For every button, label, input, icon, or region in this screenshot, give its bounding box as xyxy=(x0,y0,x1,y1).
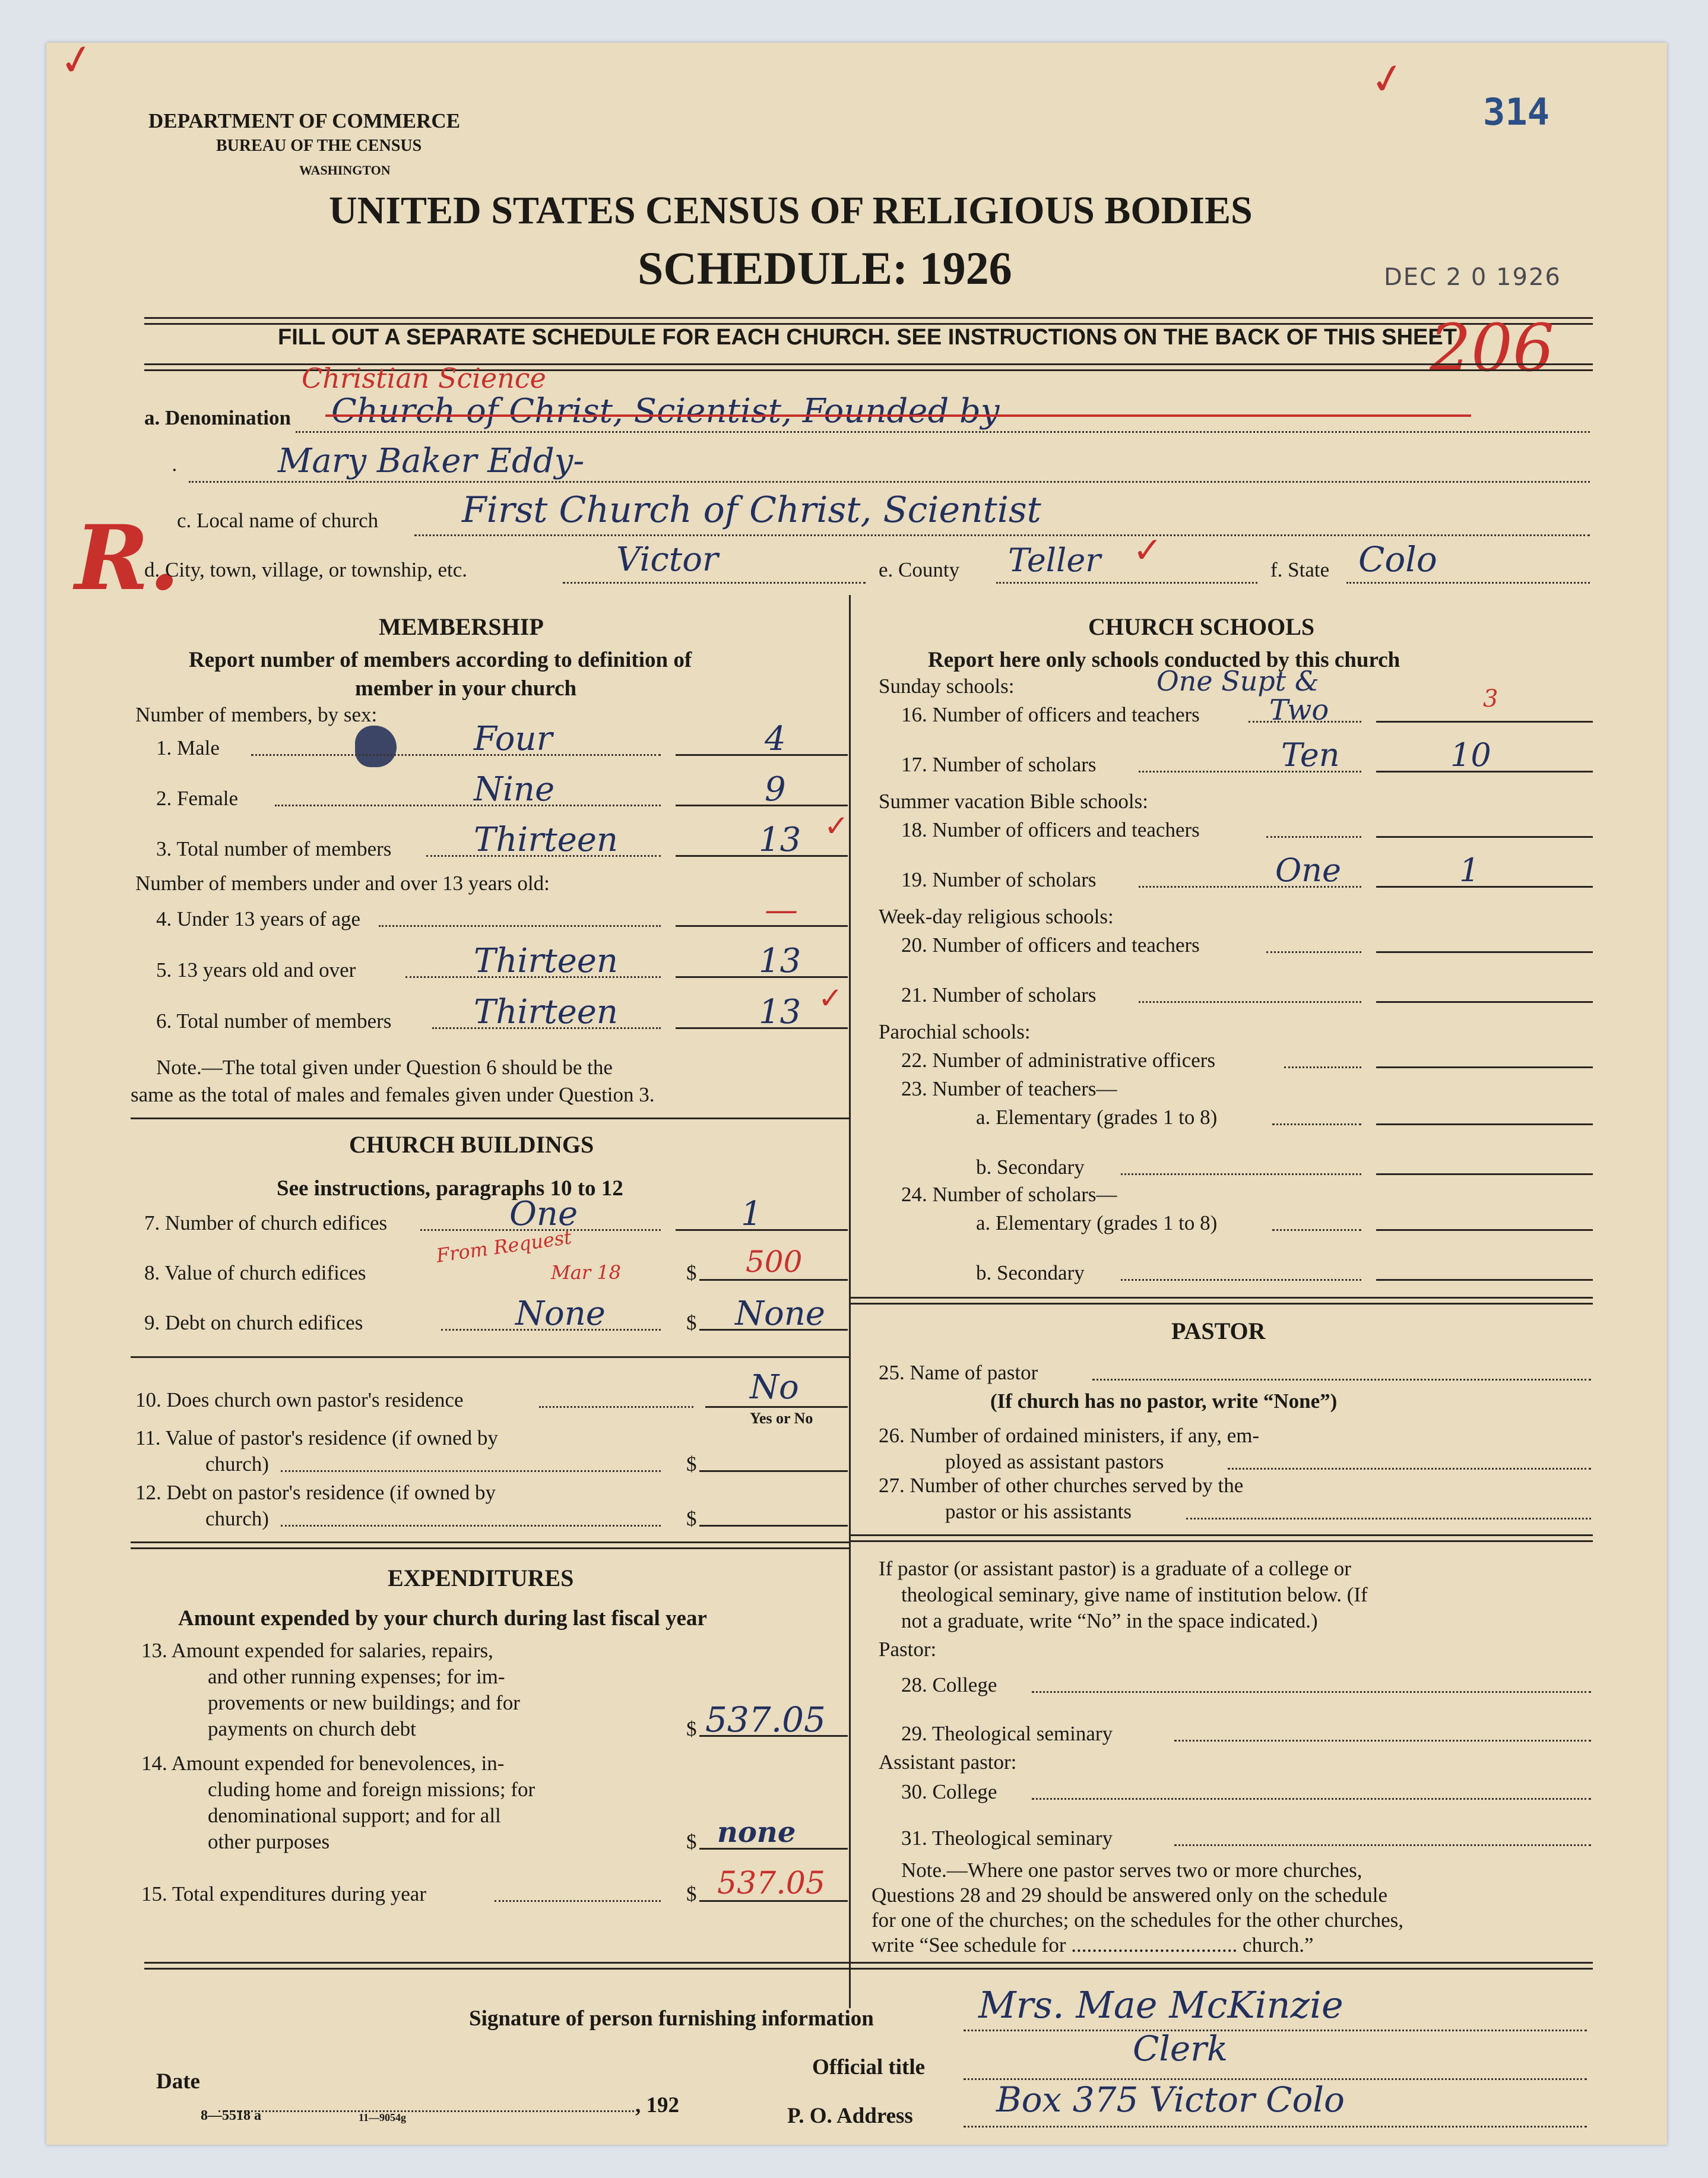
po-address-value: Box 375 Victor Colo xyxy=(996,2079,1345,2120)
grad-line-1: If pastor (or assistant pastor) is a graduate of a college or xyxy=(879,1557,1351,1580)
q26-line1: 26. Number of ordained ministers, if any, em- xyxy=(879,1424,1260,1447)
schools-intro: Report here only schools conducted by this church xyxy=(928,648,1400,672)
official-title-label: Official title xyxy=(812,2055,926,2079)
denomination-line xyxy=(296,431,1590,433)
red-review-mark: R. xyxy=(75,506,180,610)
q24a-label: a. Elementary (grades 1 to 8) xyxy=(976,1211,1218,1234)
local-name-label: c. Local name of church xyxy=(177,509,379,532)
q23a-rule xyxy=(1376,1123,1593,1125)
q28-label: 28. College xyxy=(901,1673,997,1696)
q24b-label: b. Secondary xyxy=(976,1261,1085,1284)
expenditures-subheading: Amount expended by your church during last fiscal year xyxy=(178,1606,707,1631)
q8-note-line2: Mar 18 xyxy=(551,1261,622,1284)
q20-line xyxy=(1266,951,1361,953)
bureau-city: WASHINGTON xyxy=(299,163,391,178)
city-line xyxy=(563,582,866,584)
q12-rule xyxy=(699,1525,848,1527)
denomination-continuation-dot: · xyxy=(171,458,178,482)
q13-value: 537.05 xyxy=(705,1699,826,1740)
state-value: Colo xyxy=(1358,539,1437,580)
form-number: 8—5518 a xyxy=(201,2108,261,2123)
summer-label: Summer vacation Bible schools: xyxy=(879,790,1148,813)
q14-line-1: 14. Amount expended for benevolences, in- xyxy=(141,1752,505,1775)
q18-rule xyxy=(1376,836,1593,838)
schedule-title: SCHEDULE: 1926 xyxy=(638,242,1012,294)
red-batch-number: 206 xyxy=(1430,310,1554,386)
denomination-value-line2: Mary Baker Eddy- xyxy=(278,442,585,480)
member-row-2-written: Nine xyxy=(474,770,555,809)
q16-label: 16. Number of officers and teachers xyxy=(901,703,1200,726)
q24b-line xyxy=(1121,1279,1361,1281)
pastor-note-line-3: for one of the churches; on the schedules for the other churches, xyxy=(872,1908,1404,1932)
member-row-4-label: 4. Under 13 years of age xyxy=(156,907,361,930)
q17-label: 17. Number of scholars xyxy=(901,753,1097,776)
signature-label: Signature of person furnishing information xyxy=(469,2006,874,2031)
q11-currency: $ xyxy=(686,1452,697,1476)
q14-line-4: other purposes xyxy=(208,1830,330,1853)
q24a-line xyxy=(1272,1229,1361,1231)
q14-line-3: denominational support; and for all xyxy=(208,1804,501,1827)
county-label: e. County xyxy=(879,558,960,581)
check-mark-icon: ✓ xyxy=(824,809,849,843)
q7-written: One xyxy=(509,1195,578,1233)
member-row-1-line xyxy=(251,754,661,756)
pastor-mid-double-rule xyxy=(849,1534,1593,1542)
denomination-label: a. Denomination xyxy=(144,406,291,429)
buildings-subheading: See instructions, paragraphs 10 to 12 xyxy=(277,1176,623,1201)
q16-number: 3 xyxy=(1483,685,1498,713)
q13-rule xyxy=(699,1735,848,1737)
member-row-1-label: 1. Male xyxy=(156,736,220,759)
q19-number: 1 xyxy=(1459,851,1480,889)
buildings-bottom-double-rule xyxy=(131,1541,849,1549)
grad-line-2: theological seminary, give name of institution below. (If xyxy=(901,1583,1368,1606)
q13-line-2: and other running expenses; for im- xyxy=(208,1665,505,1688)
pastor-sublabel: Pastor: xyxy=(879,1638,937,1661)
q24a-rule xyxy=(1376,1229,1593,1231)
q23b-line xyxy=(1121,1173,1361,1175)
signature-line xyxy=(964,2030,1587,2031)
q16-written: Two xyxy=(1269,694,1329,727)
q27-line xyxy=(1186,1518,1591,1519)
q24-label: 24. Number of scholars— xyxy=(901,1183,1117,1206)
department-name: DEPARTMENT OF COMMERCE xyxy=(148,109,461,132)
pastor-note-line-1: Note.—Where one pastor serves two or more churches, xyxy=(901,1859,1362,1882)
q8-rule xyxy=(699,1279,848,1281)
county-line xyxy=(996,582,1257,584)
top-double-rule xyxy=(144,317,1593,325)
q12-label-line2: church) xyxy=(205,1507,269,1530)
member-row-3-rule xyxy=(676,855,848,857)
date-line xyxy=(218,2110,634,2112)
q22-label: 22. Number of administrative officers xyxy=(901,1049,1216,1072)
membership-note-line1: Note.—The total given under Question 6 should be the xyxy=(156,1056,613,1079)
q11-label-line2: church) xyxy=(205,1452,269,1476)
city-label: d. City, town, village, or township, etc. xyxy=(144,558,468,581)
membership-bottom-rule xyxy=(131,1118,849,1119)
date-year: , 192 xyxy=(635,2093,679,2117)
check-mark-icon: ✓ xyxy=(1366,54,1409,106)
q27-line1: 27. Number of other churches served by the xyxy=(879,1474,1244,1497)
buildings-heading: CHURCH BUILDINGS xyxy=(349,1131,594,1158)
po-address-label: P. O. Address xyxy=(787,2104,913,2128)
pastor-heading: PASTOR xyxy=(1171,1318,1266,1344)
q7-rule xyxy=(676,1229,848,1231)
q25-line xyxy=(1092,1379,1591,1381)
q26-line xyxy=(1228,1468,1591,1470)
q15-line xyxy=(495,1900,661,1902)
membership-note-line2: same as the total of males and females given under Question 3. xyxy=(131,1083,655,1106)
q22-rule xyxy=(1376,1066,1593,1068)
member-row-2-rule xyxy=(676,805,848,806)
member-row-3-label: 3. Total number of members xyxy=(156,837,392,860)
county-value: Teller xyxy=(1008,542,1101,579)
q15-currency: $ xyxy=(686,1882,697,1905)
member-row-1-number: 4 xyxy=(765,720,786,758)
q29-label: 29. Theological seminary xyxy=(901,1722,1113,1745)
denomination-correction: Christian Science xyxy=(302,362,546,394)
q16-rule xyxy=(1376,721,1593,723)
q15-label: 15. Total expenditures during year xyxy=(141,1882,426,1905)
buildings-mid-rule xyxy=(131,1356,849,1358)
q27-line2: pastor or his assistants xyxy=(945,1500,1132,1523)
q19-label: 19. Number of scholars xyxy=(901,868,1097,891)
official-title-value: Clerk xyxy=(1133,2028,1228,2069)
q23b-rule xyxy=(1376,1173,1593,1175)
q8-value: 500 xyxy=(746,1245,803,1279)
membership-heading: MEMBERSHIP xyxy=(379,613,544,640)
q9-currency: $ xyxy=(686,1311,697,1334)
check-mark-icon: ✓ xyxy=(818,982,843,1015)
q18-line xyxy=(1266,836,1361,838)
member-row-6-written: Thirteen xyxy=(474,993,618,1031)
date-label: Date xyxy=(156,2069,200,2094)
q11-rule xyxy=(699,1470,848,1472)
q12-label-line1: 12. Debt on pastor's residence (if owned by xyxy=(135,1481,496,1504)
member-row-3-written: Thirteen xyxy=(474,821,618,859)
q30-label: 30. College xyxy=(901,1780,997,1803)
q17-written: Ten xyxy=(1281,736,1340,774)
q31-line xyxy=(1174,1844,1591,1846)
q12-currency: $ xyxy=(686,1507,697,1530)
instruction-banner: FILL OUT A SEPARATE SCHEDULE FOR EACH CHURCH. SEE INSTRUCTIONS ON THE BACK OF THIS SHEET xyxy=(278,325,1457,350)
check-mark-icon: ✓ xyxy=(55,35,99,87)
q17-number: 10 xyxy=(1450,736,1491,774)
check-mark-icon: ✓ xyxy=(1133,531,1163,570)
age-label: Number of members under and over 13 years old: xyxy=(135,872,550,895)
q25-label: 25. Name of pastor xyxy=(879,1361,1038,1384)
member-row-5-written: Thirteen xyxy=(474,942,618,980)
schools-heading: CHURCH SCHOOLS xyxy=(1088,613,1315,640)
q29-line xyxy=(1174,1740,1591,1742)
member-row-4-line xyxy=(379,925,661,927)
member-row-1-rule xyxy=(676,754,848,756)
q7-number: 1 xyxy=(741,1195,762,1233)
denomination-line-2 xyxy=(189,481,1590,483)
q23a-line xyxy=(1272,1123,1361,1125)
q10-hint: Yes or No xyxy=(750,1410,813,1427)
q18-label: 18. Number of officers and teachers xyxy=(901,818,1200,841)
member-row-6-rule xyxy=(676,1027,848,1029)
q21-rule xyxy=(1376,1001,1593,1003)
q7-label: 7. Number of church edifices xyxy=(144,1211,388,1234)
q16-written-top: One Supt & xyxy=(1156,665,1319,697)
q14-line-2: cluding home and foreign missions; for xyxy=(208,1778,535,1801)
q20-rule xyxy=(1376,951,1593,953)
q15-value: 537.05 xyxy=(717,1866,825,1901)
sunday-label: Sunday schools: xyxy=(879,675,1015,698)
denomination-strikethrough xyxy=(325,414,1471,417)
q26-line2: ployed as assistant pastors xyxy=(945,1450,1164,1473)
q8-currency: $ xyxy=(686,1261,697,1284)
q8-label: 8. Value of church edifices xyxy=(144,1261,366,1284)
member-row-6-label: 6. Total number of members xyxy=(156,1009,392,1033)
grad-line-3: not a graduate, write “No” in the space indicated.) xyxy=(901,1609,1318,1632)
q19-written: One xyxy=(1275,851,1342,889)
q13-line-3: provements or new buildings; and for xyxy=(208,1691,520,1714)
state-line xyxy=(1346,582,1590,584)
q10-line xyxy=(539,1406,693,1408)
denomination-value-line1: Church of Christ, Scientist, Founded by xyxy=(331,392,1000,430)
q28-line xyxy=(1032,1691,1591,1693)
print-code: 11—9054g xyxy=(359,2111,407,2123)
q23b-label: b. Secondary xyxy=(976,1156,1085,1179)
weekday-label: Week-day religious schools: xyxy=(879,905,1114,928)
membership-intro-line1: Report number of members according to definition of xyxy=(189,648,692,672)
q11-line xyxy=(281,1470,661,1472)
member-row-4-rule xyxy=(676,925,848,927)
q24b-rule xyxy=(1376,1279,1593,1281)
q23-label: 23. Number of teachers— xyxy=(901,1077,1117,1100)
q12-line xyxy=(281,1525,661,1527)
member-row-1-written: Four xyxy=(474,720,553,758)
q20-label: 20. Number of officers and teachers xyxy=(901,933,1200,957)
state-label: f. State xyxy=(1270,558,1330,581)
q8-note-line1: From Request xyxy=(435,1226,573,1267)
q21-line xyxy=(1139,1001,1361,1003)
q19-rule xyxy=(1376,886,1593,888)
local-name-line xyxy=(414,534,1590,536)
q13-line-4: payments on church debt xyxy=(208,1717,416,1740)
q10-label: 10. Does church own pastor's residence xyxy=(135,1388,464,1411)
form-title: UNITED STATES CENSUS OF RELIGIOUS BODIES xyxy=(329,189,1253,232)
q9-label: 9. Debt on church edifices xyxy=(144,1311,363,1334)
q15-rule xyxy=(699,1900,848,1902)
date-stamp: DEC 2 0 1926 xyxy=(1384,264,1561,291)
member-row-5-label: 5. 13 years old and over xyxy=(156,958,356,982)
member-row-5-number: 13 xyxy=(759,942,801,980)
member-row-2-line xyxy=(275,805,661,806)
q21-label: 21. Number of scholars xyxy=(901,983,1097,1006)
q17-rule xyxy=(1376,771,1593,773)
q13-line-1: 13. Amount expended for salaries, repairs, xyxy=(141,1639,493,1662)
q23a-label: a. Elementary (grades 1 to 8) xyxy=(976,1106,1218,1129)
membership-intro-line2: member in your church xyxy=(355,676,577,701)
census-schedule-sheet xyxy=(46,35,1667,2145)
q30-line xyxy=(1032,1798,1591,1800)
assistant-sublabel: Assistant pastor: xyxy=(879,1750,1017,1774)
footer-double-rule xyxy=(144,1962,1593,1970)
bureau-name: BUREAU OF THE CENSUS xyxy=(216,137,422,155)
parochial-label: Parochial schools: xyxy=(879,1020,1031,1043)
q13-currency: $ xyxy=(686,1717,697,1740)
q9-value: None xyxy=(735,1294,825,1333)
member-row-2-number: 9 xyxy=(765,770,786,809)
member-row-6-number: 13 xyxy=(759,993,801,1031)
member-row-5-rule xyxy=(676,976,848,978)
q11-label-line1: 11. Value of pastor's residence (if owned by xyxy=(135,1426,498,1449)
by-sex-label: Number of members, by sex: xyxy=(135,703,378,726)
schools-bottom-double-rule xyxy=(849,1297,1593,1305)
serial-number: 314 xyxy=(1483,90,1549,134)
expenditures-heading: EXPENDITURES xyxy=(388,1565,574,1591)
q14-rule xyxy=(699,1848,848,1850)
q31-label: 31. Theological seminary xyxy=(901,1826,1113,1850)
q25-hint: (If church has no pastor, write “None”) xyxy=(990,1389,1338,1413)
q14-currency: $ xyxy=(686,1830,697,1853)
member-row-2-label: 2. Female xyxy=(156,787,239,810)
pastor-note-line-2: Questions 28 and 29 should be answered only on the schedule xyxy=(872,1883,1388,1907)
member-row-3-number: 13 xyxy=(759,821,801,859)
q9-written: None xyxy=(515,1294,606,1333)
po-address-line xyxy=(964,2126,1587,2128)
local-name-value: First Church of Christ, Scientist xyxy=(462,489,1041,531)
q10-value: No xyxy=(750,1368,799,1407)
q9-rule xyxy=(699,1329,848,1331)
city-value: Victor xyxy=(616,540,718,579)
ink-blot xyxy=(355,726,397,767)
q22-line xyxy=(1284,1066,1361,1068)
signature-value: Mrs. Mae McKinzie xyxy=(978,1983,1343,2027)
member-row-4-number: — xyxy=(765,891,798,929)
pastor-note-line-4: write “See schedule for ................................ church.” xyxy=(872,1933,1314,1957)
q14-value: none xyxy=(717,1816,796,1849)
q10-rule xyxy=(705,1406,848,1408)
